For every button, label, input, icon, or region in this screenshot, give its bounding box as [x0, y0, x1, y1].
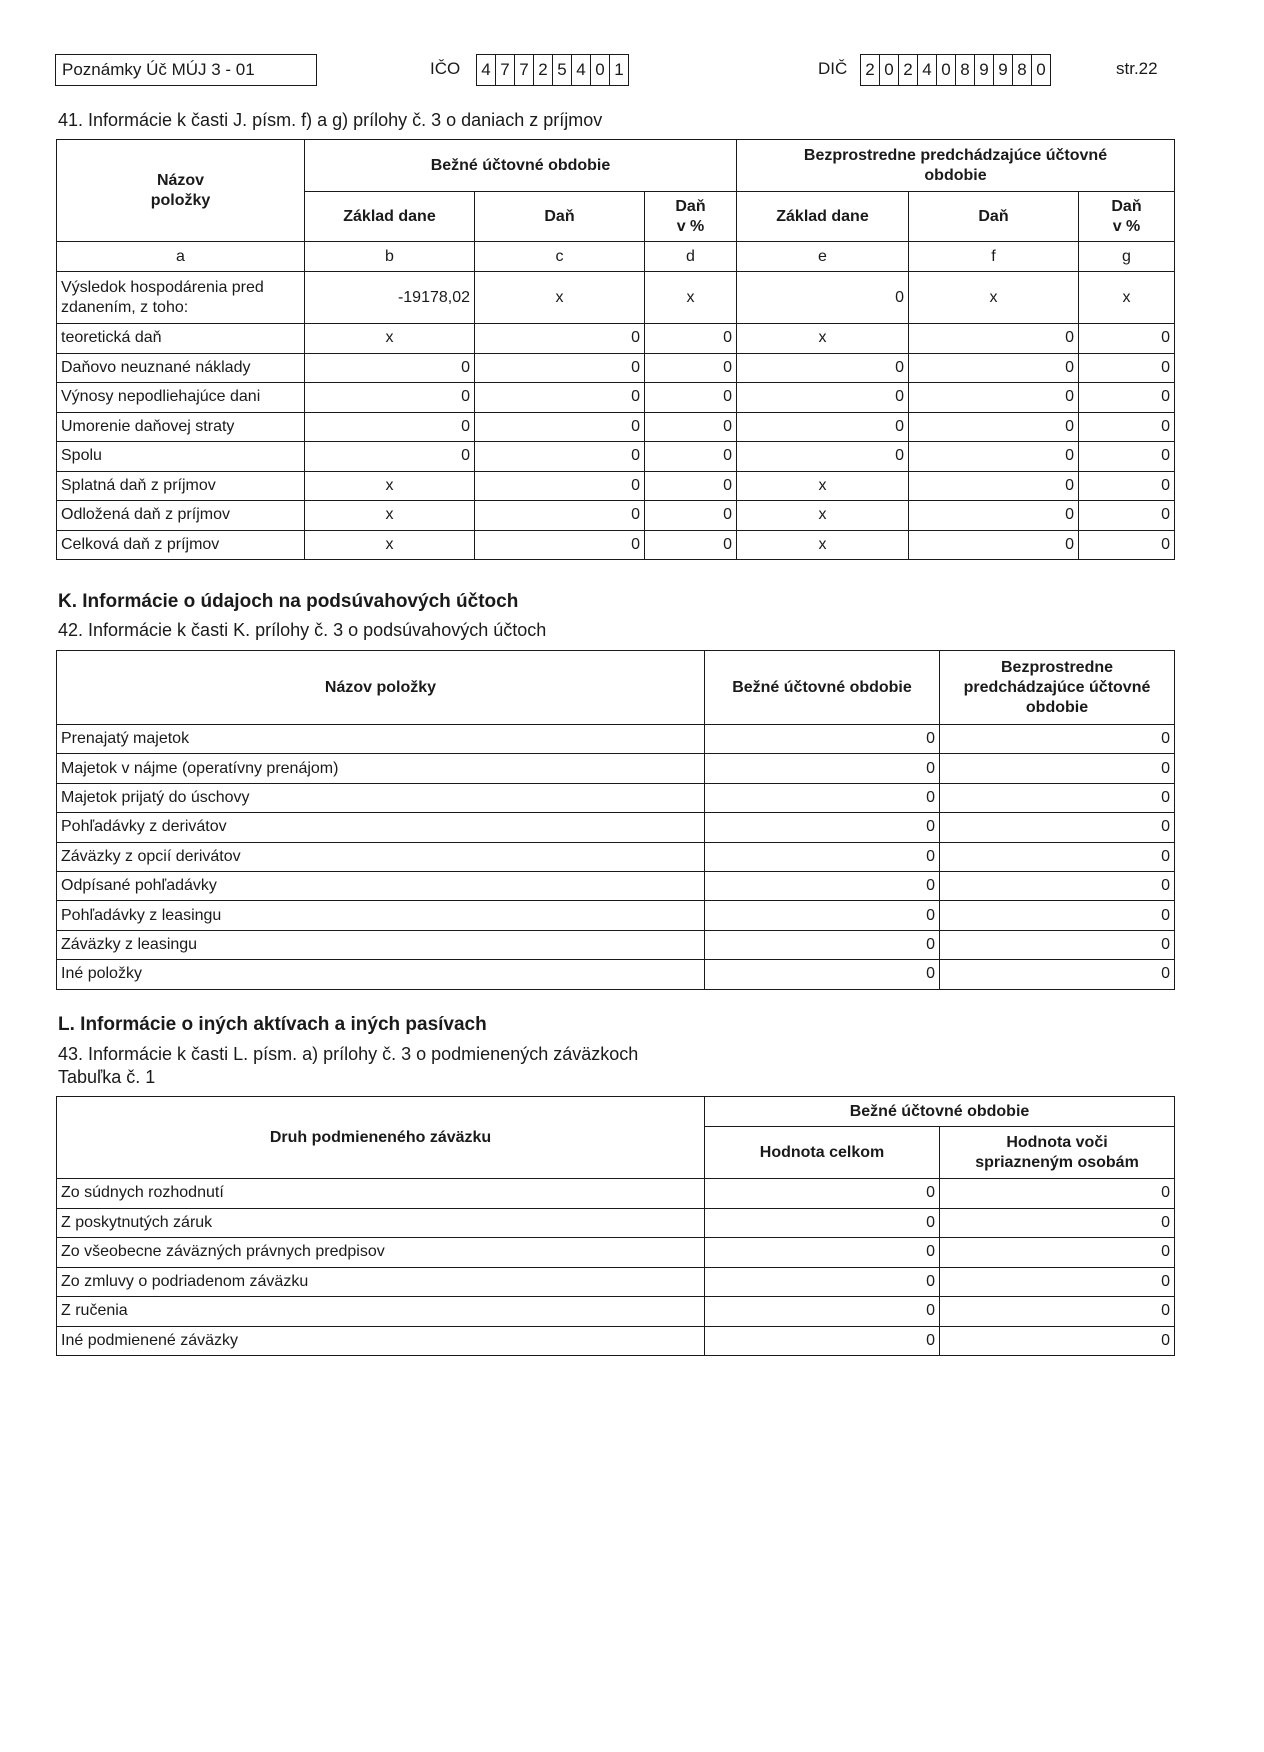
- table-row-label: Zo zmluvy o podriadenom záväzku: [57, 1267, 705, 1297]
- table-cell: 0: [737, 353, 909, 383]
- col-letter: e: [737, 242, 909, 272]
- table-cell: 0: [909, 501, 1079, 531]
- table-row-label: Majetok prijatý do úschovy: [57, 783, 705, 812]
- table-cell: 0: [737, 442, 909, 472]
- dic-label: DIČ: [818, 59, 848, 78]
- table-cell: 0: [940, 871, 1175, 900]
- table-cell: 0: [705, 1267, 940, 1297]
- table-label: Tabuľka č. 1: [58, 1067, 156, 1087]
- col-letter: a: [57, 242, 305, 272]
- table-cell: 0: [305, 442, 475, 472]
- ico-digit: 7: [495, 55, 514, 85]
- tax-header-name: Názov položky: [57, 140, 305, 242]
- dic-digit: 8: [1012, 55, 1031, 85]
- ico-digit: 5: [552, 55, 571, 85]
- page-number: str.22: [1116, 59, 1158, 78]
- table-cell: 0: [909, 324, 1079, 354]
- table-row-label: Záväzky z leasingu: [57, 930, 705, 959]
- table-cell: 0: [475, 501, 645, 531]
- table-cell: x: [645, 272, 737, 324]
- table-cell: 0: [645, 501, 737, 531]
- table-row-label: Umorenie daňovej straty: [57, 412, 305, 442]
- tax-header-current: Bežné účtovné obdobie: [305, 140, 737, 192]
- table-cell: 0: [705, 1326, 940, 1356]
- table-row-label: Iné položky: [57, 960, 705, 989]
- table-cell: 0: [940, 783, 1175, 812]
- table-cell: 0: [705, 783, 940, 812]
- table-cell: 0: [705, 842, 940, 871]
- ico-digit: 7: [514, 55, 533, 85]
- table-cell: 0: [305, 412, 475, 442]
- table-row-label: Zo súdnych rozhodnutí: [57, 1179, 705, 1209]
- table-cell: 0: [1079, 412, 1175, 442]
- table-cell: 0: [475, 353, 645, 383]
- table-row-label: Majetok v nájme (operatívny prenájom): [57, 754, 705, 783]
- dic-digit: 0: [1031, 55, 1050, 85]
- table-cell: x: [737, 501, 909, 531]
- table-cell: 0: [475, 324, 645, 354]
- table-cell: 0: [940, 1326, 1175, 1356]
- table-cell: 0: [645, 530, 737, 560]
- table-cell: 0: [705, 754, 940, 783]
- section-l-heading: L. Informácie o iných aktívach a iných pasívach: [58, 1014, 487, 1035]
- table-cell: 0: [705, 813, 940, 842]
- table-row-label: Odpísané pohľadávky: [57, 871, 705, 900]
- col-letter: b: [305, 242, 475, 272]
- table-cell: 0: [475, 442, 645, 472]
- table-cell: 0: [1079, 353, 1175, 383]
- table-cell: 0: [705, 1208, 940, 1238]
- table-cell: 0: [1079, 471, 1175, 501]
- table-cell: 0: [305, 383, 475, 413]
- table-cell: 0: [705, 871, 940, 900]
- table-cell: 0: [940, 1208, 1175, 1238]
- col-letter: c: [475, 242, 645, 272]
- table-cell: 0: [645, 324, 737, 354]
- section-41-title: 41. Informácie k časti J. písm. f) a g) prílohy č. 3 o daniach z príjmov: [58, 110, 603, 130]
- table-row-label: Splatná daň z príjmov: [57, 471, 305, 501]
- table-cell: 0: [940, 901, 1175, 930]
- table-row-label: Záväzky z opcií derivátov: [57, 842, 705, 871]
- table-cell: 0: [1079, 324, 1175, 354]
- table-cell: 0: [940, 754, 1175, 783]
- table-cell: x: [1079, 272, 1175, 324]
- ico-digit: 4: [571, 55, 590, 85]
- table-cell: x: [737, 530, 909, 560]
- ico-digit: 4: [481, 60, 491, 79]
- table-row-label: Pohľadávky z derivátov: [57, 813, 705, 842]
- contingent-header-name: Druh podmieneného záväzku: [57, 1097, 705, 1179]
- table-row-label: Z ručenia: [57, 1297, 705, 1327]
- tax-header-tax: Daň: [475, 192, 645, 242]
- table-cell: 0: [1079, 383, 1175, 413]
- table-cell: 0: [705, 960, 940, 989]
- table-cell: 0: [737, 272, 909, 324]
- table-cell: x: [909, 272, 1079, 324]
- table-cell: 0: [737, 383, 909, 413]
- table-cell: 0: [705, 901, 940, 930]
- section-43-title: 43. Informácie k časti L. písm. a) prílohy č. 3 o podmienených záväzkoch: [58, 1044, 639, 1064]
- table-cell: 0: [909, 471, 1079, 501]
- dic-digit: 2: [898, 55, 917, 85]
- offbalance-header-current: Bežné účtovné obdobie: [705, 651, 940, 725]
- table-cell: 0: [940, 1179, 1175, 1209]
- table-cell: 0: [705, 1238, 940, 1268]
- table-cell: 0: [475, 412, 645, 442]
- col-letter: f: [909, 242, 1079, 272]
- table-row-label: Iné podmienené záväzky: [57, 1326, 705, 1356]
- table-row-label: Daňovo neuznané náklady: [57, 353, 305, 383]
- table-cell: 0: [909, 530, 1079, 560]
- section-k-heading: K. Informácie o údajoch na podsúvahových účtoch: [58, 591, 519, 612]
- dic-digit: 0: [879, 55, 898, 85]
- table-cell: 0: [705, 1179, 940, 1209]
- contingent-header-related: Hodnota voči spriazneným osobám: [940, 1127, 1175, 1179]
- dic-digit: 8: [955, 55, 974, 85]
- dic-digits: [860, 54, 1051, 86]
- table-cell: x: [305, 530, 475, 560]
- table-row-label: Celková daň z príjmov: [57, 530, 305, 560]
- offbalance-table: [56, 650, 1175, 990]
- dic-digit: 4: [917, 55, 936, 85]
- table-cell: 0: [1079, 442, 1175, 472]
- tax-header-previous: Bezprostredne predchádzajúce účtovné obdobie: [737, 140, 1175, 192]
- table-row-label: teoretická daň: [57, 324, 305, 354]
- table-cell: 0: [1079, 501, 1175, 531]
- table-cell: 0: [705, 930, 940, 959]
- col-letter: d: [645, 242, 737, 272]
- table-cell: x: [737, 471, 909, 501]
- table-cell: 0: [475, 530, 645, 560]
- col-letter: g: [1079, 242, 1175, 272]
- tax-header-base-prev: Základ dane: [737, 192, 909, 242]
- table-row-label: Výnosy nepodliehajúce dani: [57, 383, 305, 413]
- dic-digit: 9: [993, 55, 1012, 85]
- table-cell: x: [305, 324, 475, 354]
- table-row-label: Zo všeobecne záväzných právnych predpisov: [57, 1238, 705, 1268]
- offbalance-header-previous: Bezprostredne predchádzajúce účtovné obdobie: [940, 651, 1175, 725]
- table-row-label: Spolu: [57, 442, 305, 472]
- table-cell: 0: [645, 442, 737, 472]
- ico-digits: [476, 54, 629, 86]
- table-cell: 0: [940, 725, 1175, 754]
- dic-digit: 0: [936, 55, 955, 85]
- table-cell: x: [305, 501, 475, 531]
- table-cell: 0: [940, 842, 1175, 871]
- table-cell: 0: [705, 725, 940, 754]
- table-cell: 0: [940, 930, 1175, 959]
- table-cell: x: [305, 471, 475, 501]
- notes-form-label: Poznámky Úč MÚJ 3 - 01: [55, 54, 317, 86]
- table-row-label: Odložená daň z príjmov: [57, 501, 305, 531]
- tax-header-tax-prev: Daň: [909, 192, 1079, 242]
- table-cell: 0: [940, 1267, 1175, 1297]
- offbalance-header-name: Názov položky: [57, 651, 705, 725]
- dic-digit: 9: [974, 55, 993, 85]
- ico-digit: 2: [533, 55, 552, 85]
- table-cell: 0: [940, 960, 1175, 989]
- table-row-label: Z poskytnutých záruk: [57, 1208, 705, 1238]
- table-row-label: Výsledok hospodárenia pred zdanením, z toho:: [57, 272, 305, 324]
- table-cell: 0: [645, 353, 737, 383]
- section-42-title: 42. Informácie k časti K. prílohy č. 3 o podsúvahových účtoch: [58, 620, 547, 640]
- table-cell: 0: [940, 1238, 1175, 1268]
- table-cell: 0: [909, 353, 1079, 383]
- table-cell: x: [737, 324, 909, 354]
- table-cell: 0: [475, 471, 645, 501]
- table-cell: -19178,02: [305, 272, 475, 324]
- table-cell: 0: [940, 813, 1175, 842]
- table-cell: 0: [305, 353, 475, 383]
- table-cell: 0: [1079, 530, 1175, 560]
- table-cell: 0: [909, 383, 1079, 413]
- ico-label: IČO: [430, 59, 461, 78]
- table-cell: 0: [737, 412, 909, 442]
- tax-header-base: Základ dane: [305, 192, 475, 242]
- table-cell: 0: [475, 383, 645, 413]
- table-cell: 0: [705, 1297, 940, 1327]
- tax-header-pct-prev: Daň v %: [1079, 192, 1175, 242]
- contingent-header-current: Bežné účtovné obdobie: [705, 1097, 1175, 1127]
- table-row-label: Prenajatý majetok: [57, 725, 705, 754]
- table-row-label: Pohľadávky z leasingu: [57, 901, 705, 930]
- table-cell: x: [475, 272, 645, 324]
- tax-table: [56, 139, 1175, 560]
- ico-digit: 1: [609, 55, 628, 85]
- contingent-header-total: Hodnota celkom: [705, 1127, 940, 1179]
- dic-digit: 2: [865, 60, 875, 79]
- contingent-table: [56, 1096, 1175, 1356]
- table-cell: 0: [645, 412, 737, 442]
- tax-header-pct: Daň v %: [645, 192, 737, 242]
- table-cell: 0: [909, 442, 1079, 472]
- table-cell: 0: [909, 412, 1079, 442]
- table-cell: 0: [645, 471, 737, 501]
- table-cell: 0: [940, 1297, 1175, 1327]
- ico-digit: 0: [590, 55, 609, 85]
- table-cell: 0: [645, 383, 737, 413]
